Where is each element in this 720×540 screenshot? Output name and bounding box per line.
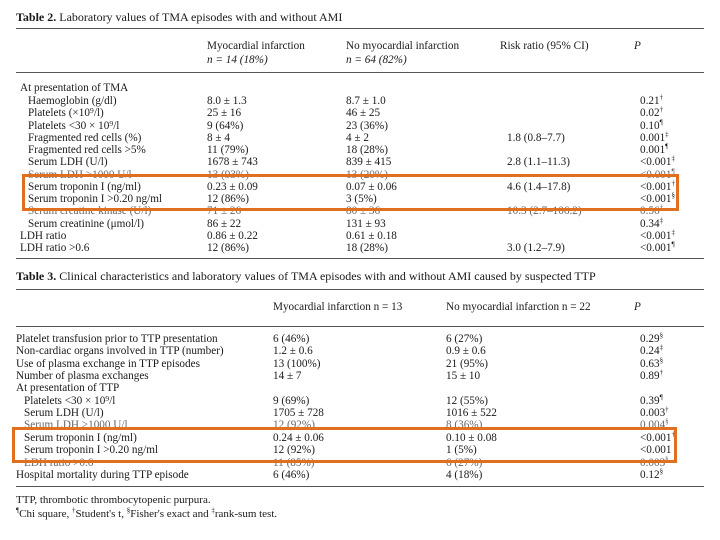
- table2-row-rr: 3.0 (1.2–7.9): [507, 242, 565, 254]
- footnote-t: Student's t,: [75, 508, 127, 520]
- table3-row-p-value: 0.39: [640, 395, 660, 407]
- table2-row-p-value: 0.21: [640, 95, 660, 107]
- table3-row-mi: 13 (100%): [273, 358, 321, 370]
- table3-row-p-value: 0.003: [640, 457, 666, 469]
- table2-row-p: [640, 144, 668, 156]
- table3-row-p-mark: §: [659, 331, 664, 340]
- table2-row-p-mark: §: [671, 191, 675, 200]
- table2-header-rule: [16, 72, 704, 73]
- table2-header-nomi: [346, 39, 459, 67]
- table3-row-p-mark: ¶: [659, 393, 663, 402]
- table2-row-label: Serum creatine kinase (U/l): [28, 205, 152, 217]
- table3-header-nomi: No myocardial infarction n = 22: [446, 301, 591, 313]
- table2-row-label: LDH ratio: [20, 230, 67, 242]
- table3-caption: [16, 269, 596, 284]
- footnote-mark-ranksum: ‡: [211, 506, 215, 515]
- table3-label: Table 3.: [16, 269, 57, 283]
- table2-row-label: Fragmented red cells (%): [28, 132, 142, 144]
- table2-row-p-value: <0.001: [640, 193, 672, 205]
- footnote-abbreviation: TTP, thrombotic thrombocytopenic purpura.: [16, 494, 211, 506]
- table3-row-p: [640, 345, 663, 357]
- table2-title: Laboratory values of TMA episodes with and without AMI: [59, 10, 343, 24]
- table3-row-p-mark: †: [659, 368, 664, 377]
- table2-header-mi-line1: Myocardial infarction: [207, 40, 305, 52]
- table2-row-label: Serum troponin I >0.20 ng/ml: [28, 193, 163, 205]
- table3-row-p-value: 0.89: [640, 370, 660, 382]
- table3-row-nomi: 1 (5%): [446, 444, 477, 456]
- table2-row-mi: 11 (79%): [207, 144, 249, 156]
- table2-row-p-value: <0.001: [640, 242, 672, 254]
- footnote-statistics: [16, 508, 277, 520]
- table2-row-mi: 25 ± 16: [207, 107, 242, 119]
- table2-row-mi: 1678 ± 743: [207, 156, 258, 168]
- table2-row-p-value: 0.34: [640, 218, 660, 230]
- table2-row-nomi: 3 (5%): [346, 193, 377, 205]
- table2-row-p-mark: ¶: [659, 118, 663, 127]
- table2-row-rr: 10.3 (2.7–106.2): [507, 205, 582, 217]
- table2-row-label: Serum creatinine (μmol/l): [28, 218, 144, 230]
- table3-row-mi: 6 (46%): [273, 333, 310, 345]
- table2-row-p-value: 0.10: [640, 120, 660, 132]
- table2-row-label: Serum LDH (U/l): [28, 156, 108, 168]
- table2-row-nomi: 80 ± 36: [346, 205, 381, 217]
- table2-row-mi: 12 (86%): [207, 242, 249, 254]
- footnote-mark-chisq: ¶: [16, 506, 20, 515]
- table2-row-p-mark: ‡: [665, 130, 669, 139]
- table3-row-p-mark: §: [659, 467, 664, 476]
- table2-row-nomi: 8.7 ± 1.0: [346, 95, 386, 107]
- table2-row-mi: 86 ± 22: [207, 218, 242, 230]
- table2-row-label: LDH ratio >0.6: [20, 242, 90, 254]
- table3-row-mi: 1705 ± 728: [273, 407, 324, 419]
- table2-row-p: [640, 230, 675, 242]
- table2-row-p-mark: ‡: [659, 216, 664, 225]
- table3-row-label: Serum troponin I >0.20 ng/ml: [24, 444, 159, 456]
- table3-row-label: Number of plasma exchanges: [16, 370, 149, 382]
- table2-row-rr: 2.8 (1.1–11.3): [507, 156, 570, 168]
- footnote-mark-fisher: §: [126, 506, 131, 515]
- table3-row-p-value: 0.12: [640, 469, 660, 481]
- table2-row-mi: 9 (64%): [207, 120, 244, 132]
- footnote-mark-t: †: [72, 506, 76, 515]
- table2-row-p-value: <0.001: [640, 156, 672, 168]
- table2-row-mi: 8 ± 4: [207, 132, 230, 144]
- table3-bottom-rule: [16, 486, 704, 487]
- table3-row-label: Serum LDH >1000 U/l: [24, 419, 128, 431]
- table2-row-rr: 4.6 (1.4–17.8): [507, 181, 571, 193]
- table3-row-label: Non-cardiac organs involved in TTP (number): [16, 345, 224, 357]
- table3-row-mi: 9 (69%): [273, 395, 310, 407]
- table3-row-nomi: 15 ± 10: [446, 370, 481, 382]
- table3-row-p-value: <0.001: [640, 432, 672, 444]
- table3-row-p: [640, 395, 663, 407]
- table2-row-nomi: 46 ± 25: [346, 107, 381, 119]
- table3-row-label: Hospital mortality during TTP episode: [16, 469, 189, 481]
- table2-row-nomi: 0.07 ± 0.06: [346, 181, 397, 193]
- table2-row-nomi: 23 (36%): [346, 120, 388, 132]
- table2-row-mi: 0.86 ± 0.22: [207, 230, 258, 242]
- table2-row-mi: 71 ± 26: [207, 205, 242, 217]
- table3-row-mi: 12 (92%): [273, 419, 315, 431]
- table3-row-mi: 11 (85%): [273, 457, 315, 469]
- table2-row-nomi: 0.61 ± 0.18: [346, 230, 397, 242]
- table2-row-p-mark: ¶: [665, 142, 669, 151]
- table3-row-p-value: 0.24: [640, 345, 660, 357]
- table2-section-label: At presentation of TMA: [20, 82, 129, 94]
- table2-row-nomi: 18 (28%): [346, 242, 388, 254]
- table2-row-label: Haemoglobin (g/dl): [28, 95, 117, 107]
- table3-row-label: Platelet transfusion prior to TTP presentation: [16, 333, 218, 345]
- table2-row-p-value: <0.001: [640, 169, 672, 181]
- table2-row-p-mark: ¶: [671, 240, 675, 249]
- table3-troponin-highlight: [12, 427, 677, 463]
- table2-row-nomi: 4 ± 2: [346, 132, 369, 144]
- table3-row-label: At presentation of TTP: [16, 382, 120, 394]
- table2-row-p: [640, 218, 663, 230]
- table3-row-nomi: 1016 ± 522: [446, 407, 497, 419]
- table3-row-nomi: 0.10 ± 0.08: [446, 432, 497, 444]
- table3-row-nomi: 21 (95%): [446, 358, 488, 370]
- table3-row-nomi: 6 (27%): [446, 333, 483, 345]
- table2-row-p-value: 0.56: [640, 205, 660, 217]
- table3-row-mi: 14 ± 7: [273, 370, 302, 382]
- table3-row-p-mark: †: [671, 430, 675, 439]
- footnote-fisher: Fisher's exact and: [130, 508, 212, 520]
- table2-row-mi: 8.0 ± 1.3: [207, 95, 247, 107]
- table3-row-p-value: 0.29: [640, 333, 660, 345]
- table2-row-p-mark: †: [659, 203, 664, 212]
- table2-row-rr: 1.8 (0.8–7.7): [507, 132, 565, 144]
- table2-header-rr: Risk ratio (95% CI): [500, 40, 589, 52]
- table2-row-nomi: 18 (28%): [346, 144, 388, 156]
- table2-row-nomi: 839 ± 415: [346, 156, 392, 168]
- table2-row-p: [640, 156, 675, 168]
- table2-bottom-rule: [16, 258, 704, 259]
- table3-row-label: Serum LDH (U/l): [24, 407, 104, 419]
- table3-row-nomi: 0.9 ± 0.6: [446, 345, 486, 357]
- table3-row-p-value: 0.63: [640, 358, 660, 370]
- table3-row-p-mark: §: [659, 356, 664, 365]
- table2-row-p-mark: ‡: [671, 154, 675, 163]
- table2-row-p-value: <0.001: [640, 230, 672, 242]
- table2-row-p-mark: ‡: [671, 228, 675, 237]
- table2-header-nomi-line2: n = 64 (82%): [346, 54, 407, 66]
- table3-row-mi: 0.24 ± 0.06: [273, 432, 324, 444]
- table2-row-p-mark: ¶: [671, 167, 675, 176]
- table3-row-nomi: 8 (36%): [446, 419, 483, 431]
- table2-row-p-mark: †: [671, 179, 675, 188]
- table3-header-mi: Myocardial infarction n = 13: [273, 301, 403, 313]
- table3-row-label: Use of plasma exchange in TTP episodes: [16, 358, 200, 370]
- table2-row-p-value: <0.001: [640, 181, 672, 193]
- table2-row-mi: 0.23 ± 0.09: [207, 181, 258, 193]
- table3-title: Clinical characteristics and laboratory values of TMA episodes with and without AMI caused by suspected TTP: [59, 269, 596, 283]
- footnote-ranksum: rank-sum test.: [214, 508, 278, 520]
- table3-row-label: Serum troponin I (ng/ml): [24, 432, 137, 444]
- table2-row-p: [640, 107, 663, 119]
- table2-row-p: [640, 120, 663, 132]
- table3-top-rule: [16, 289, 704, 290]
- table3-row-mi: 6 (46%): [273, 469, 310, 481]
- table3-row-label: LDH ratio >0.6: [24, 457, 94, 469]
- footnote-chisq: Chi square,: [19, 508, 73, 520]
- table3-header-p: P: [634, 301, 641, 313]
- table2-header-mi: [207, 39, 305, 67]
- table3-row-p: [640, 370, 663, 382]
- table3-row-nomi: 4 (18%): [446, 469, 483, 481]
- table3-row-label: Platelets <30 × 10⁹/l: [24, 395, 116, 407]
- table2-row-p-mark: †: [659, 105, 664, 114]
- table3-row-p-mark: †: [665, 405, 669, 414]
- table2-row-p: [640, 242, 675, 254]
- table2-header-nomi-line1: No myocardial infarction: [346, 40, 460, 52]
- table3-row-p-mark: §: [665, 417, 669, 426]
- table3-row-p-value: <0.001: [640, 444, 672, 456]
- table3-row-p-value: 0.004: [640, 419, 666, 431]
- table2-label: Table 2.: [16, 10, 57, 24]
- table2-row-label: Platelets <30 × 10⁹/l: [28, 120, 120, 132]
- table2-row-p-value: 0.001: [640, 132, 666, 144]
- table2-row-label: Serum LDH >1000 U/l: [28, 169, 132, 181]
- table2-header-mi-line2: n = 14 (18%): [207, 54, 268, 66]
- table2-caption: [16, 10, 342, 25]
- table2-row-mi: 12 (86%): [207, 193, 249, 205]
- table3-row-nomi: 6 (27%): [446, 457, 483, 469]
- table3-row-p: [640, 469, 663, 481]
- table2-row-mi: 13 (93%): [207, 169, 249, 181]
- table2-troponin-highlight: [22, 174, 679, 211]
- table2-row-label: Serum troponin I (ng/ml): [28, 181, 141, 193]
- table3-row-mi: 12 (92%): [273, 444, 315, 456]
- table2-row-label: Platelets (×10⁹/l): [28, 107, 104, 119]
- table2-top-rule: [16, 28, 704, 29]
- table2-row-nomi: 13 (20%): [346, 169, 388, 181]
- table3-header-rule: [16, 326, 704, 327]
- table3-row-nomi: 12 (55%): [446, 395, 488, 407]
- table2-row-label: Fragmented red cells >5%: [28, 144, 146, 156]
- table2-header-p: P: [634, 40, 641, 52]
- table3-row-p-value: 0.003: [640, 407, 666, 419]
- table3-row-mi: 1.2 ± 0.6: [273, 345, 313, 357]
- table3-row-p-mark: §: [665, 455, 669, 464]
- table3-row-p-mark: ‡: [659, 343, 664, 352]
- table2-row-p-mark: †: [659, 93, 664, 102]
- table2-row-nomi: 131 ± 93: [346, 218, 386, 230]
- table2-row-p-value: 0.02: [640, 107, 660, 119]
- table2-row-p-value: 0.001: [640, 144, 666, 156]
